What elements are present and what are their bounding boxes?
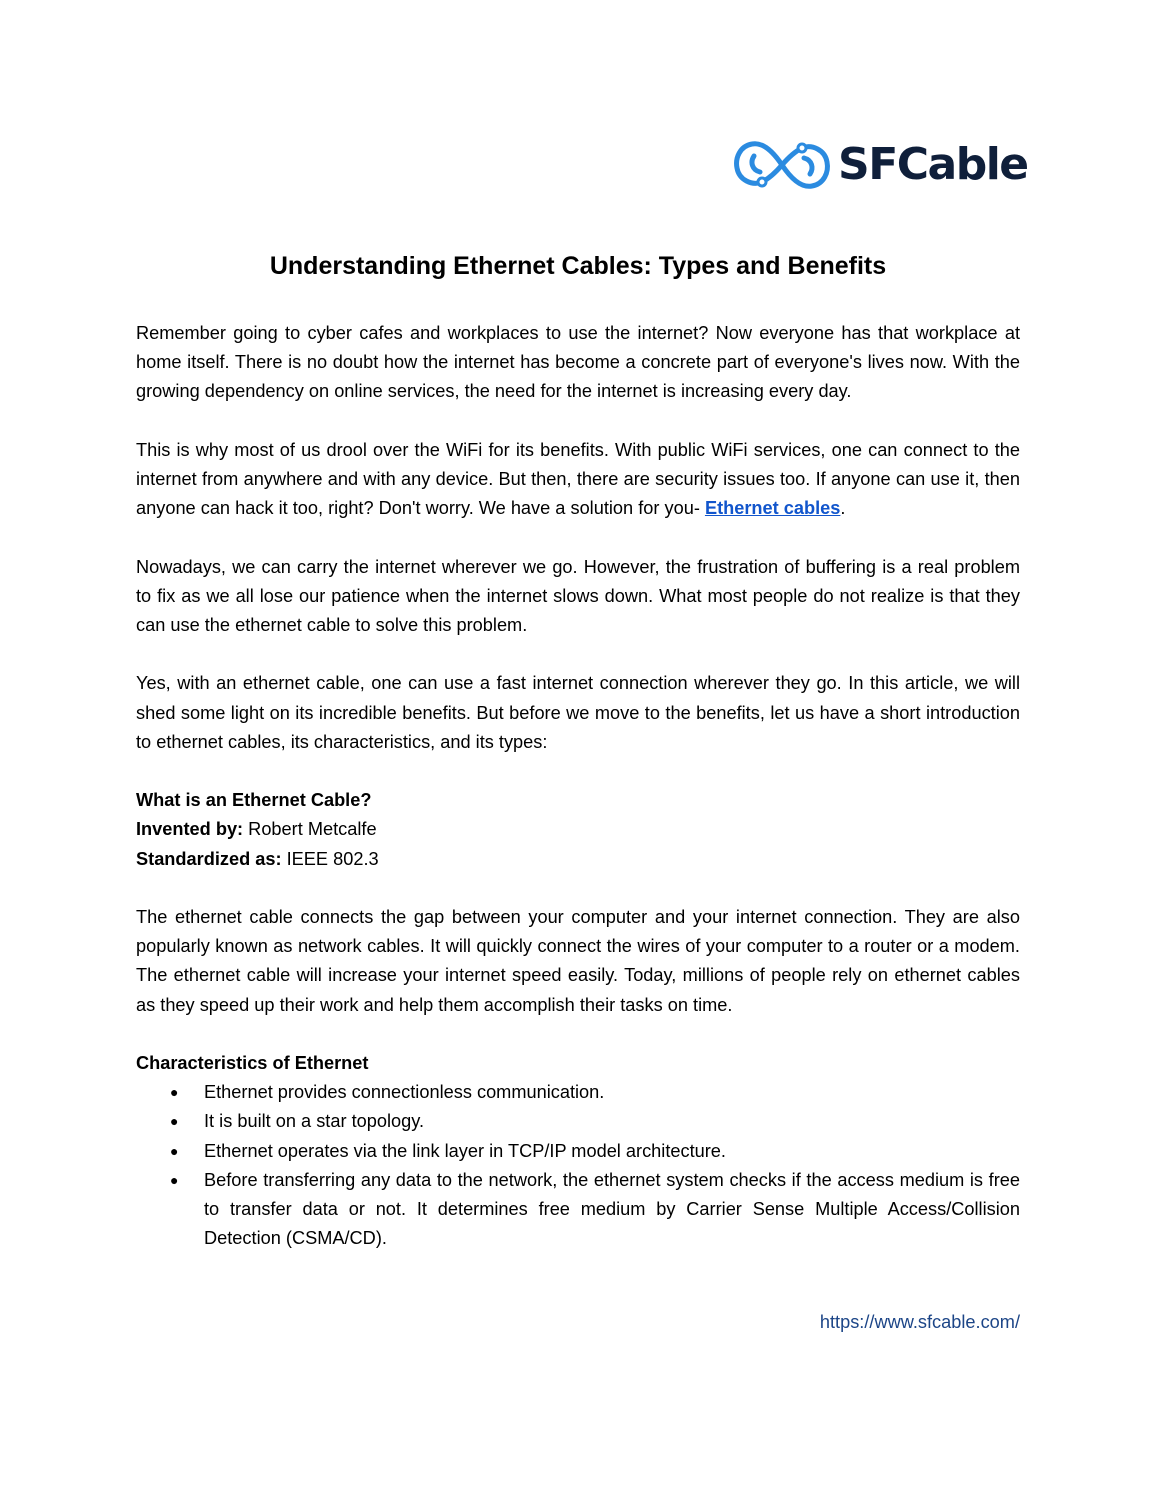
standardized-as-label: Standardized as: <box>136 848 282 869</box>
bullet-icon: ● <box>170 1113 179 1130</box>
invented-by-value: Robert Metcalfe <box>243 819 377 840</box>
standardized-as <box>136 845 1020 874</box>
list-item: ● Before transferring any data to the network, the ethernet system checks if the access medium is free to transfer data or not. It determines free medium by Carrier Sense Multiple Access/Collision Detection (CSMA/CD). <box>136 1166 1020 1254</box>
list-item: ● Ethernet operates via the link layer in TCP/IP model architecture. <box>136 1137 1020 1166</box>
ethernet-cables-link[interactable]: Ethernet cables <box>704 498 841 519</box>
characteristics-heading: Characteristics of Ethernet <box>136 1052 369 1073</box>
footer-website-link[interactable]: https://www.sfcable.com/ <box>819 1312 1020 1332</box>
intro-paragraph: Remember going to cyber cafes and workplaces to use the internet? Now everyone has that workplace at home itself. There is no doubt how the internet has become a concrete part of everyone's lives now. With the growing dependency on online services, the need for the internet is increasing every day. <box>136 323 1020 402</box>
what-is-heading: What is an Ethernet Cable? <box>136 790 372 811</box>
benefits-intro-paragraph: Yes, with an ethernet cable, one can use a fast internet connection wherever they go. In this article, we will shed some light on its incredible benefits. But before we move to the benefits, let us have a short introduction to ethernet cables, its characteristics, and its types: <box>136 673 1020 752</box>
wifi-paragraph-text: This is why most of us drool over the WiFi for its benefits. With public WiFi services, one can connect to the internet from anywhere and with any device. But then, there are security issues too. If anyone can use it, then anyone can hack it too, right? Don't worry. We have a solution for you- <box>136 439 1020 519</box>
bullet-icon: ● <box>170 1171 179 1188</box>
description-paragraph: The ethernet cable connects the gap between your computer and your internet connection. They are also popularly known as network cables. It will quickly connect the wires of your computer to a router or a modem. The ethernet cable will increase your internet speed easily. Today, millions of people rely on ethernet cables as they speed up their work and help them accomplish their tasks on time. <box>136 906 1020 1015</box>
logo-text: SFCable <box>838 139 1028 190</box>
wifi-paragraph <box>136 436 1020 524</box>
bullet-icon: ● <box>170 1084 179 1101</box>
list-item: ● It is built on a star topology. <box>136 1107 1020 1136</box>
list-item: ● Ethernet provides connectionless communication. <box>136 1078 1020 1107</box>
bullet-icon: ● <box>170 1142 179 1159</box>
page-title: Understanding Ethernet Cables: Types and Benefits <box>269 252 887 280</box>
document-body <box>136 319 1020 1253</box>
invented-by <box>136 815 1020 844</box>
standardized-as-value: IEEE 802.3 <box>281 848 379 869</box>
buffering-paragraph: Nowadays, we can carry the internet wherever we go. However, the frustration of buffering is a real problem to fix as we all lose our patience when the internet slows down. What most people do not realize is that they can use the ethernet cable to solve this problem. <box>136 556 1020 635</box>
characteristics-section <box>136 1049 1020 1253</box>
ethernet-facts <box>136 786 1020 874</box>
infinity-cable-icon <box>732 136 832 194</box>
characteristics-list <box>136 1078 1020 1253</box>
wifi-paragraph-end: . <box>840 498 846 519</box>
invented-by-label: Invented by: <box>136 819 244 840</box>
sfcable-logo <box>732 136 1028 194</box>
